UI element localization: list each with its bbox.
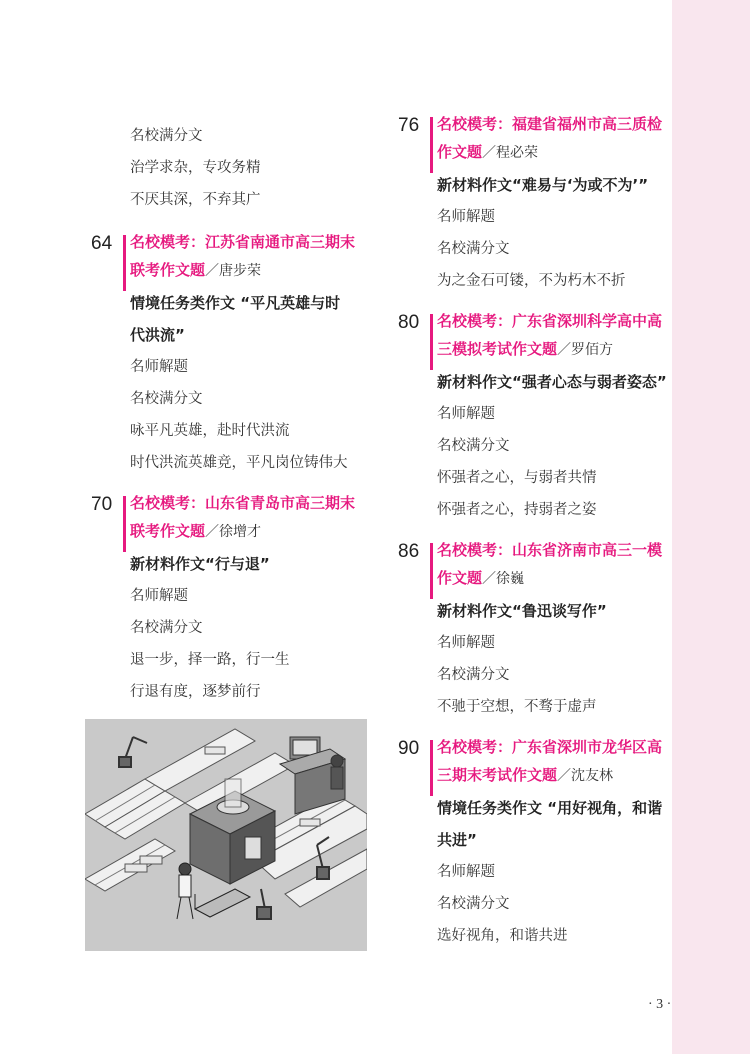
section-title: 名校模考：江苏省南通市高三期末联考作文题 bbox=[130, 233, 356, 279]
toc-left-column bbox=[85, 120, 375, 708]
page-ref-number: 90 bbox=[398, 738, 420, 759]
toc-item[interactable]: 名校满分文 bbox=[130, 128, 203, 144]
toc-item[interactable]: 退一步，择一路，行一生 bbox=[130, 652, 290, 668]
essay-topic[interactable]: 情境任务类作文 “平凡英雄与时 bbox=[130, 294, 341, 312]
section-title-wrap bbox=[437, 536, 672, 593]
section-header[interactable] bbox=[392, 307, 672, 364]
accent-bar bbox=[123, 496, 126, 552]
page-ref-number: 64 bbox=[91, 233, 113, 254]
section-title-wrap bbox=[437, 733, 672, 790]
section-header[interactable] bbox=[392, 110, 672, 167]
accent-bar bbox=[430, 543, 433, 599]
toc-item[interactable]: 治学求杂，专攻务精 bbox=[130, 160, 261, 176]
toc-item[interactable]: 名校满分文 bbox=[437, 896, 510, 912]
section-header[interactable] bbox=[85, 228, 375, 285]
essay-topic[interactable]: 代洪流” bbox=[130, 326, 185, 344]
section-author: ／唐步荣 bbox=[205, 263, 262, 279]
toc-item[interactable]: 行退有度，逐梦前行 bbox=[130, 684, 261, 700]
toc-item[interactable]: 名师解题 bbox=[130, 359, 188, 375]
toc-item[interactable]: 名校满分文 bbox=[437, 667, 510, 683]
section-title: 名校模考：山东省青岛市高三期末联考作文题 bbox=[130, 494, 356, 540]
factory-illustration bbox=[85, 719, 367, 951]
toc-item[interactable]: 不厌其深，不弃其广 bbox=[130, 192, 261, 208]
page-ref-number: 70 bbox=[91, 494, 113, 515]
section-title-wrap bbox=[437, 307, 672, 364]
toc-item[interactable]: 选好视角，和谐共进 bbox=[437, 928, 568, 944]
page-ref-number: 76 bbox=[398, 115, 420, 136]
essay-topic[interactable]: 情境任务类作文 “用好视角，和谐 bbox=[437, 799, 663, 817]
section-header[interactable] bbox=[392, 536, 672, 593]
toc-item[interactable]: 不驰于空想，不骛于虚声 bbox=[437, 699, 597, 715]
section-author: ／沈友林 bbox=[557, 768, 614, 784]
section-header[interactable] bbox=[392, 733, 672, 790]
accent-bar bbox=[430, 117, 433, 173]
page-side-band bbox=[672, 0, 750, 1054]
section-author: ／徐增才 bbox=[205, 524, 262, 540]
essay-topic[interactable]: 共进” bbox=[437, 831, 477, 849]
toc-item[interactable]: 名校满分文 bbox=[130, 391, 203, 407]
toc-item[interactable]: 名校满分文 bbox=[437, 438, 510, 454]
section-title-wrap bbox=[130, 228, 365, 285]
section-header[interactable] bbox=[85, 489, 375, 546]
toc-section-70 bbox=[85, 489, 375, 708]
toc-item[interactable]: 时代洪流英雄竞，平凡岗位铸伟大 bbox=[130, 455, 348, 471]
section-author: ／程必荣 bbox=[482, 145, 539, 161]
section-title-wrap bbox=[130, 489, 365, 546]
toc-section-64 bbox=[85, 228, 375, 479]
toc-item[interactable]: 为之金石可镂，不为朽木不折 bbox=[437, 273, 626, 289]
page-number: · 3 · bbox=[648, 997, 672, 1012]
toc-section-76 bbox=[392, 110, 672, 297]
toc-section-90 bbox=[392, 733, 672, 952]
toc-item[interactable]: 名校满分文 bbox=[437, 241, 510, 257]
toc-item[interactable]: 名校满分文 bbox=[130, 620, 203, 636]
toc-section-80 bbox=[392, 307, 672, 526]
toc-section-86 bbox=[392, 536, 672, 723]
essay-topic[interactable]: 新材料作文“难易与‘为或不为’” bbox=[437, 176, 649, 194]
toc-item[interactable]: 怀强者之心，持弱者之姿 bbox=[437, 502, 597, 518]
toc-item[interactable]: 名师解题 bbox=[437, 864, 495, 880]
section-author: ／罗佰方 bbox=[557, 342, 614, 358]
accent-bar bbox=[123, 235, 126, 291]
toc-right-column bbox=[392, 108, 672, 952]
section-title: 名校模考：山东省济南市高三一模作文题 bbox=[437, 541, 663, 587]
page-ref-number: 80 bbox=[398, 312, 420, 333]
accent-bar bbox=[430, 314, 433, 370]
toc-item[interactable]: 名师解题 bbox=[437, 406, 495, 422]
page-ref-number: 86 bbox=[398, 541, 420, 562]
section-author: ／徐巍 bbox=[482, 571, 525, 587]
toc-item[interactable]: 名师解题 bbox=[437, 635, 495, 651]
toc-item[interactable]: 怀强者之心，与弱者共情 bbox=[437, 470, 597, 486]
essay-topic[interactable]: 新材料作文“鲁迅谈写作” bbox=[437, 602, 607, 620]
factory-illustration-svg bbox=[85, 719, 367, 951]
accent-bar bbox=[430, 740, 433, 796]
section-title: 名校模考：福建省福州市高三质检作文题 bbox=[437, 115, 663, 161]
toc-item[interactable]: 名师解题 bbox=[130, 588, 188, 604]
section-title: 名校模考：广东省深圳科学高中高三模拟考试作文题 bbox=[437, 312, 663, 358]
essay-topic[interactable]: 新材料作文“强者心态与弱者姿态” bbox=[437, 373, 667, 391]
section-title: 名校模考：广东省深圳市龙华区高三期末考试作文题 bbox=[437, 738, 663, 784]
section-title-wrap bbox=[437, 110, 672, 167]
essay-topic[interactable]: 新材料作文“行与退” bbox=[130, 555, 270, 573]
toc-item[interactable]: 名师解题 bbox=[437, 209, 495, 225]
toc-item[interactable]: 咏平凡英雄，赴时代洪流 bbox=[130, 423, 290, 439]
